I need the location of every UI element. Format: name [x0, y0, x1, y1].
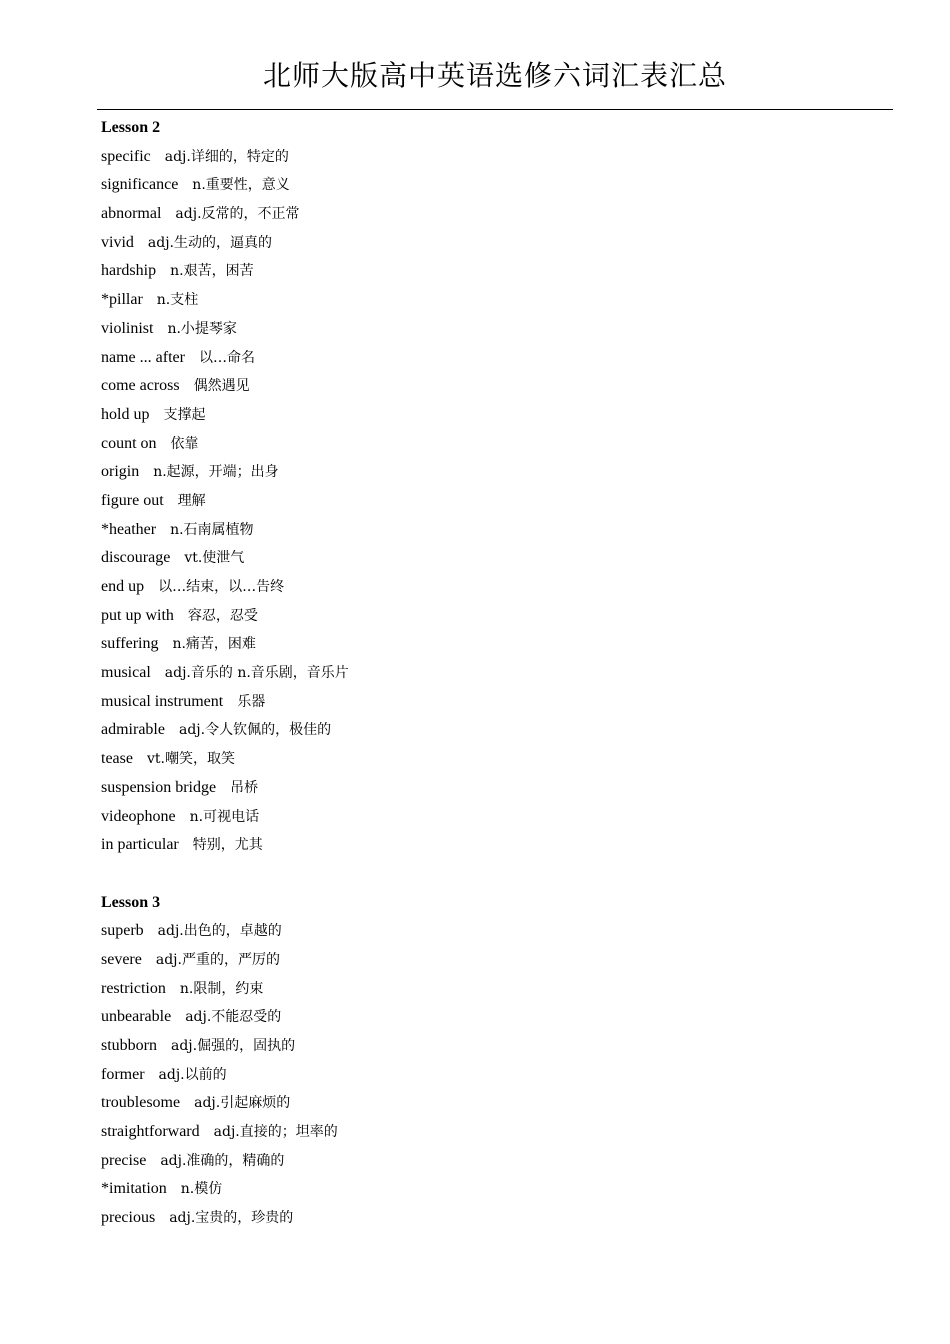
- vocab-word: suffering: [101, 635, 159, 653]
- vocab-entry: [101, 458, 881, 487]
- vocab-word: name ... after: [101, 348, 185, 366]
- vocab-entry: [101, 1061, 881, 1090]
- vocab-entry: [101, 1175, 881, 1204]
- vocab-meaning: n.重要性，意义: [192, 177, 290, 194]
- vocab-meaning: n.支柱: [156, 292, 199, 309]
- vocab-word: admirable: [101, 721, 165, 739]
- vocab-word: violinist: [101, 319, 154, 337]
- vocab-entry: [101, 372, 881, 401]
- vocab-entry: [101, 544, 881, 573]
- vocab-word: hardship: [101, 262, 157, 280]
- vocab-meaning: adj.音乐的 n.音乐剧，音乐片: [164, 665, 349, 682]
- vocab-word: abnormal: [101, 205, 162, 223]
- vocab-entry: [101, 1204, 881, 1233]
- lesson-spacer: [101, 860, 881, 889]
- vocab-word: significance: [101, 176, 179, 194]
- vocab-entry: [101, 171, 881, 200]
- vocab-word: *heather: [101, 520, 157, 538]
- vocab-word: come across: [101, 377, 180, 395]
- vocab-meaning: 乐器: [237, 693, 266, 710]
- vocab-word: troublesome: [101, 1094, 181, 1112]
- document-title: 北师大版高中英语选修六词汇表汇总: [262, 59, 727, 92]
- vocab-word: superb: [101, 922, 144, 940]
- vocab-entry: [101, 774, 881, 803]
- vocab-word: suspension bridge: [101, 778, 217, 796]
- vocab-entry: [101, 745, 881, 774]
- vocab-entry: [101, 1003, 881, 1032]
- vocab-meaning: adj.准确的，精确的: [160, 1152, 285, 1169]
- vocab-word: straightforward: [101, 1123, 200, 1141]
- vocab-meaning: vt.嘲笑，取笑: [146, 751, 235, 768]
- vocab-meaning: n.起源，开端；出身: [153, 464, 279, 481]
- vocab-meaning: 以…结束，以…告终: [158, 579, 285, 595]
- vocab-entry: [101, 975, 881, 1004]
- vocab-meaning: 支撑起: [163, 406, 206, 423]
- vocab-entry: [101, 1147, 881, 1176]
- vocab-meaning: vt.使泄气: [184, 550, 245, 567]
- vocab-word: put up with: [101, 606, 174, 624]
- vocab-meaning: 理解: [177, 492, 206, 509]
- lesson-heading: Lesson 3: [101, 893, 161, 911]
- vocab-meaning: 依靠: [170, 435, 199, 452]
- vocab-word: discourage: [101, 549, 171, 567]
- vocab-word: *imitation: [101, 1180, 167, 1198]
- vocab-meaning: 吊桥: [230, 779, 259, 796]
- vocab-entry: [101, 401, 881, 430]
- vocab-entry: [101, 200, 881, 229]
- vocab-word: count on: [101, 434, 157, 452]
- vocab-word: vivid: [101, 233, 134, 251]
- vocab-meaning: n.可视电话: [189, 808, 260, 825]
- vocab-entry: [101, 143, 881, 172]
- vocab-entry: [101, 917, 881, 946]
- vocab-meaning: adj.不能忍受的: [185, 1009, 282, 1026]
- vocab-entry: [101, 803, 881, 832]
- vocab-entry: [101, 430, 881, 459]
- vocab-meaning: adj.令人钦佩的，极佳的: [178, 722, 332, 739]
- vocab-entry: [101, 344, 881, 373]
- vocab-meaning: adj.生动的，逼真的: [147, 234, 272, 251]
- vocab-meaning: n.石南属植物: [170, 521, 254, 538]
- vocab-word: in particular: [101, 836, 179, 854]
- vocab-meaning: n.小提琴家: [167, 320, 237, 337]
- vocab-entry: [101, 1118, 881, 1147]
- vocab-meaning: 偶然遇见: [193, 378, 250, 395]
- vocab-meaning: n.限制，约束: [179, 980, 264, 997]
- vocab-entry: [101, 1032, 881, 1061]
- vocab-entry: [101, 659, 881, 688]
- title-divider: [97, 109, 893, 110]
- vocabulary-content: [101, 114, 881, 1233]
- vocab-entry: [101, 487, 881, 516]
- vocab-word: origin: [101, 463, 140, 481]
- vocab-meaning: adj.严重的，严厉的: [155, 951, 280, 968]
- vocab-entry: [101, 831, 881, 860]
- vocab-meaning: n.艰苦，困苦: [170, 263, 254, 280]
- lesson-section: [101, 114, 881, 860]
- vocab-word: tease: [101, 750, 133, 768]
- vocab-entry: [101, 630, 881, 659]
- vocab-word: precious: [101, 1209, 156, 1227]
- vocab-word: former: [101, 1065, 145, 1083]
- vocab-word: end up: [101, 578, 145, 595]
- vocab-word: restriction: [101, 979, 166, 997]
- vocab-word: hold up: [101, 405, 150, 423]
- vocab-entry: [101, 602, 881, 631]
- vocab-meaning: adj.详细的，特定的: [164, 148, 289, 165]
- vocab-meaning: adj.倔强的，固执的: [171, 1038, 296, 1054]
- vocab-meaning: adj.宝贵的，珍贵的: [169, 1210, 294, 1227]
- lesson-section: [101, 889, 881, 1233]
- vocab-entry: [101, 688, 881, 717]
- vocab-word: specific: [101, 147, 151, 165]
- lesson-heading: Lesson 2: [101, 119, 161, 136]
- vocab-word: *pillar: [101, 291, 143, 309]
- vocab-word: precise: [101, 1151, 147, 1169]
- vocab-entry: [101, 257, 881, 286]
- vocab-meaning: adj.出色的，卓越的: [157, 923, 282, 940]
- vocab-entry: [101, 573, 881, 602]
- vocab-word: figure out: [101, 491, 164, 509]
- vocab-meaning: n.模仿: [180, 1181, 223, 1198]
- vocab-word: musical: [101, 664, 151, 682]
- vocab-entry: [101, 286, 881, 315]
- vocab-entry: [101, 716, 881, 745]
- vocab-meaning: n.痛苦，困难: [172, 636, 256, 653]
- vocab-word: musical instrument: [101, 692, 224, 710]
- vocab-word: unbearable: [101, 1008, 172, 1026]
- vocab-word: videophone: [101, 807, 176, 825]
- vocab-entry: [101, 315, 881, 344]
- vocab-entry: [101, 946, 881, 975]
- vocab-meaning: 容忍，忍受: [187, 607, 258, 624]
- vocab-meaning: adj.反常的，不正常: [175, 206, 300, 223]
- vocab-entry: [101, 516, 881, 545]
- vocab-meaning: 以…命名: [198, 349, 255, 366]
- vocab-entry: [101, 1089, 881, 1118]
- vocab-meaning: adj.直接的；坦率的: [213, 1124, 338, 1141]
- vocab-entry: [101, 229, 881, 258]
- vocab-word: severe: [101, 950, 142, 968]
- vocab-meaning: adj.以前的: [158, 1066, 227, 1083]
- vocab-meaning: adj.引起麻烦的: [194, 1095, 291, 1112]
- vocab-word: stubborn: [101, 1037, 157, 1054]
- vocab-meaning: 特别，尤其: [192, 837, 263, 854]
